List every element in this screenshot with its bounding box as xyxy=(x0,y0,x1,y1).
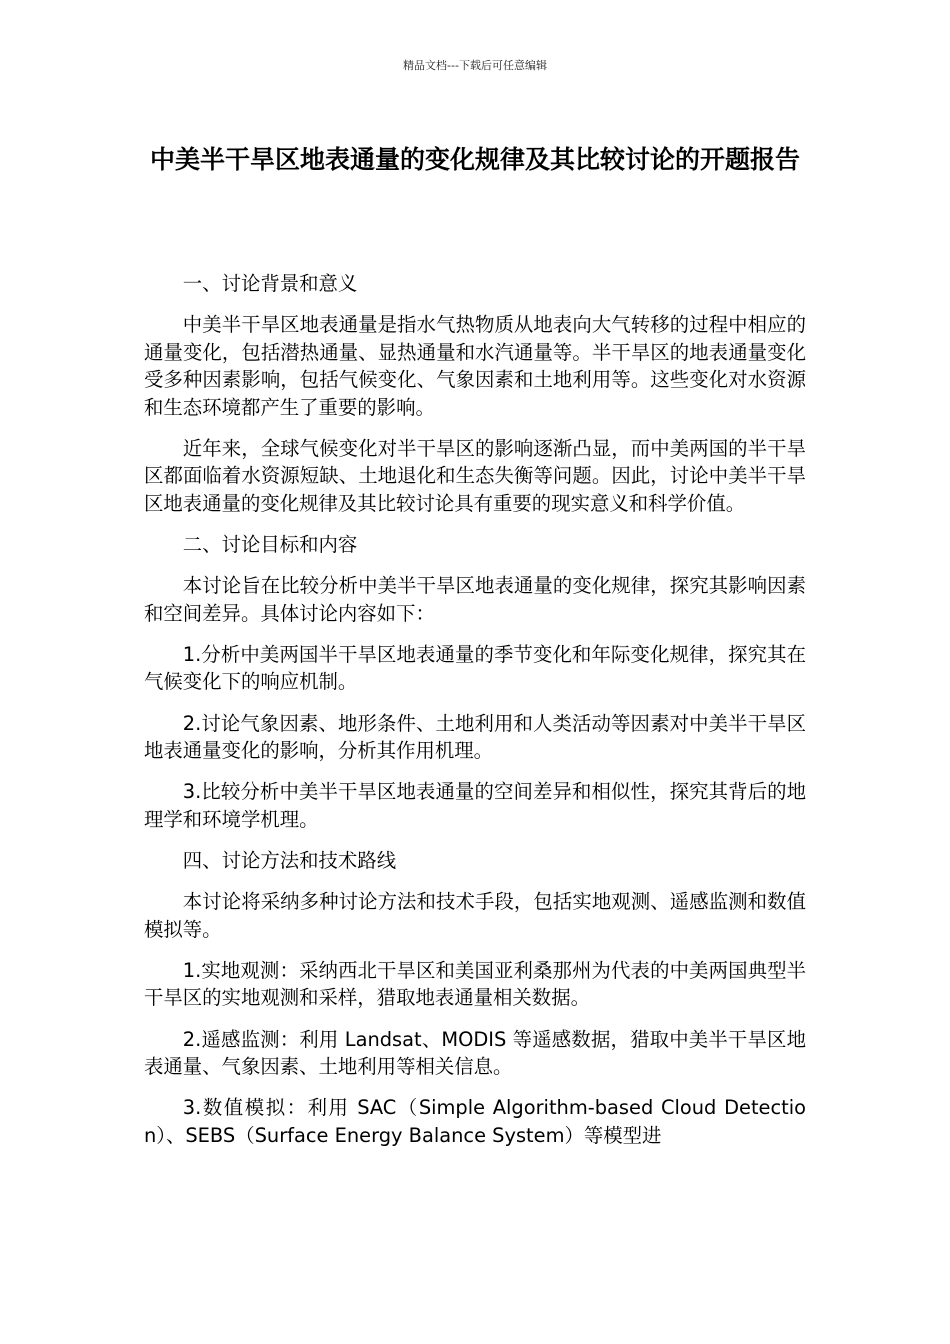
section-heading-background: 一、讨论背景和意义 xyxy=(182,272,358,295)
section-heading-objectives: 二、讨论目标和内容 xyxy=(182,533,358,557)
page-header-note: 精品文档---下载后可任意编辑 xyxy=(403,59,547,72)
list-item: 1.实地观测：采纳西北干旱区和美国亚利桑那州为代表的中美两国典型半干旱区的实地观测和采样，猎取地表通量相关数据。 xyxy=(144,958,806,1010)
list-item: 3.比较分析中美半干旱区地表通量的空间差异和相似性，探究其背后的地理学和环境学机理。 xyxy=(144,780,806,831)
list-item: 1.分析中美两国半干旱区地表通量的季节变化和年际变化规律，探究其在气候变化下的响应机制。 xyxy=(144,642,806,694)
section-heading-methods: 四、讨论方法和技术路线 xyxy=(182,849,397,872)
list-item: 2.讨论气象因素、地形条件、土地利用和人类活动等因素对中美半干旱区地表通量变化的影响，分析其作用机理。 xyxy=(144,711,806,763)
paragraph: 本讨论旨在比较分析中美半干旱区地表通量的变化规律，探究其影响因素和空间差异。具体讨论内容如下： xyxy=(144,574,806,625)
paragraph: 中美半干旱区地表通量是指水气热物质从地表向大气转移的过程中相应的通量变化，包括潜热通量、显热通量和水汽通量等。半干旱区的地表通量变化受多种因素影响，包括气候变化、气象因素和土地利用等。这些变化对水资源和生态环境都产生了重要的影响。 xyxy=(144,313,806,419)
list-item: 3.数值模拟：利用 SAC（Simple Algorithm-based Cloud Detection）、SEBS（Surface Energy Balance System）等模型进 xyxy=(144,1096,806,1147)
paragraph: 本讨论将采纳多种讨论方法和技术手段，包括实地观测、遥感监测和数值模拟等。 xyxy=(144,890,806,941)
document-body xyxy=(144,270,806,1163)
paragraph: 近年来，全球气候变化对半干旱区的影响逐渐凸显，而中美两国的半干旱区都面临着水资源短缺、土地退化和生态失衡等问题。因此，讨论中美半干旱区地表通量的变化规律及其比较讨论具有重要的现实意义和科学价值。 xyxy=(144,436,806,515)
document-title: 中美半干旱区地表通量的变化规律及其比较讨论的开题报告 xyxy=(149,145,800,174)
list-item: 2.遥感监测：利用 Landsat、MODIS 等遥感数据，猎取中美半干旱区地表通量、气象因素、土地利用等相关信息。 xyxy=(144,1027,806,1079)
